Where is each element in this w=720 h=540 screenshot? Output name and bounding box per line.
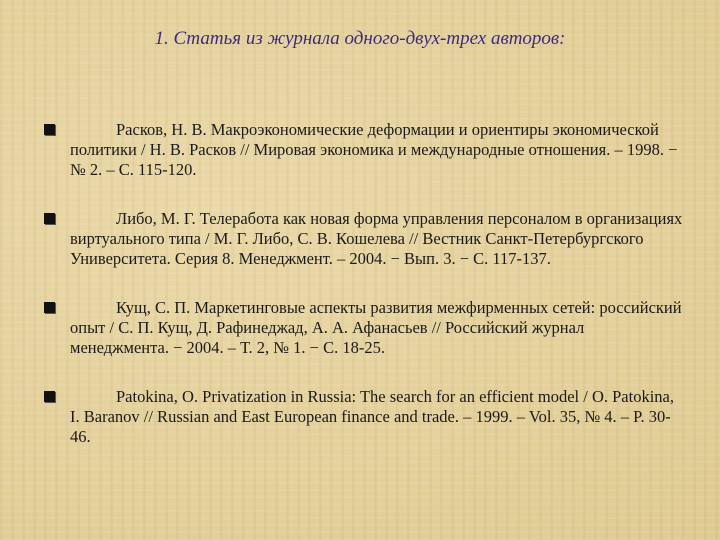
square-bullet-icon [44,213,55,224]
reference-item [44,298,684,358]
square-bullet-icon [44,124,55,135]
slide-title: 1. Статья из журнала одного-двух-трех авторов: [154,28,566,49]
reference-item [44,387,684,447]
reference-text: Patokina, O. Privatization in Russia: The search for an efficient model / O. Patokina, I. Baranov // Russian and East European finance and trade. – 1999. – Vol. 35, № 4. – P. 30-46. [70,387,674,446]
square-bullet-icon [44,302,55,313]
square-bullet-icon [44,391,55,402]
reference-text: Расков, Н. В. Макроэкономические деформации и ориентиры экономической политики / Н. В. Расков // Мировая экономика и международные отношения. – 1998. − № 2. – С. 115-120. [70,120,678,179]
reference-item [44,120,684,180]
reference-list [44,120,684,476]
reference-text: Либо, М. Г. Телеработа как новая форма управления персоналом в организациях виртуального типа / М. Г. Либо, С. В. Кошелева // Вестник Санкт-Петербургского Университета. Серия 8. Менеджмент. – 2004. − Вып. 3. − С. 117-137. [70,209,683,268]
reference-item [44,209,684,269]
reference-text: Кущ, С. П. Маркетинговые аспекты развития межфирменных сетей: российский опыт / С. П. Кущ, Д. Рафинеджад, А. А. Афанасьев // Российский журнал менеджмента. − 2004. – Т. 2, № 1. − С. 18-25. [70,298,682,357]
